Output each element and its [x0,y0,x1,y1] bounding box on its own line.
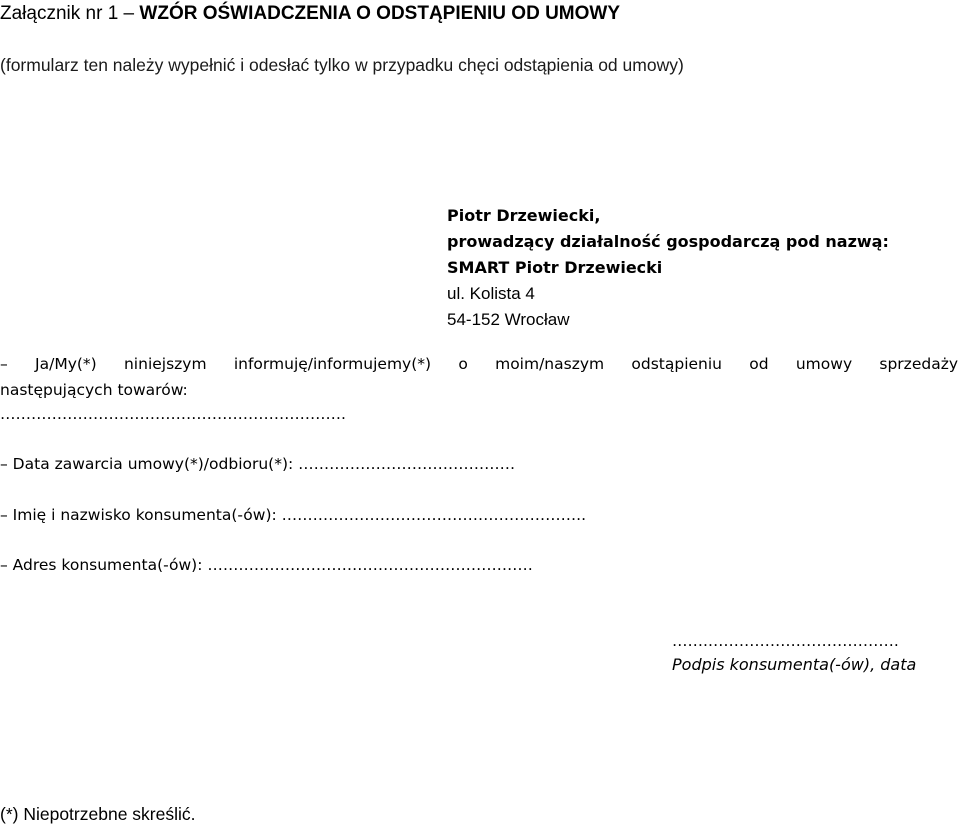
recipient-city: 54-152 Wrocław [447,310,570,329]
form-instruction: (formularz ten należy wypełnić i odesłać tylko w przypadku chęci odstąpienia od umowy) [0,55,684,75]
footnote: (*) Niepotrzebne skreślić. [0,804,196,824]
document-heading [0,3,620,25]
recipient-business-line: prowadzący działalność gospodarczą pod nazwą: [447,232,889,251]
consumer-address-field[interactable]: – Adres konsumenta(-ów): ……………………………………………………… [0,556,533,574]
recipient-address-block [447,203,889,333]
goods-fill-in-line[interactable]: …………………………………………………………. [0,405,346,423]
statement-line-2: następujących towarów: [0,381,188,399]
statement-line-1: – Ja/My(*) niniejszym informuję/informujemy(*) o moim/naszym odstąpieniu od umowy sprzedaży [0,355,958,373]
signature-line[interactable]: …….………………………………. [672,632,899,650]
consumer-name-field[interactable]: – Imię i nazwisko konsumenta(-ów): ………………………………………………….. [0,506,587,524]
withdrawal-statement [0,351,958,403]
recipient-street: ul. Kolista 4 [447,284,535,303]
heading-title: WZÓR OŚWIADCZENIA O ODSTĄPIENIU OD UMOWY [139,3,621,24]
recipient-company: SMART Piotr Drzewiecki [447,258,663,277]
heading-prefix: Załącznik nr 1 – [0,3,140,24]
signature-label: Podpis konsumenta(-ów), data [672,655,917,674]
recipient-name: Piotr Drzewiecki, [447,206,601,225]
contract-date-field[interactable]: – Data zawarcia umowy(*)/odbioru(*): …………………………………… [0,455,516,473]
